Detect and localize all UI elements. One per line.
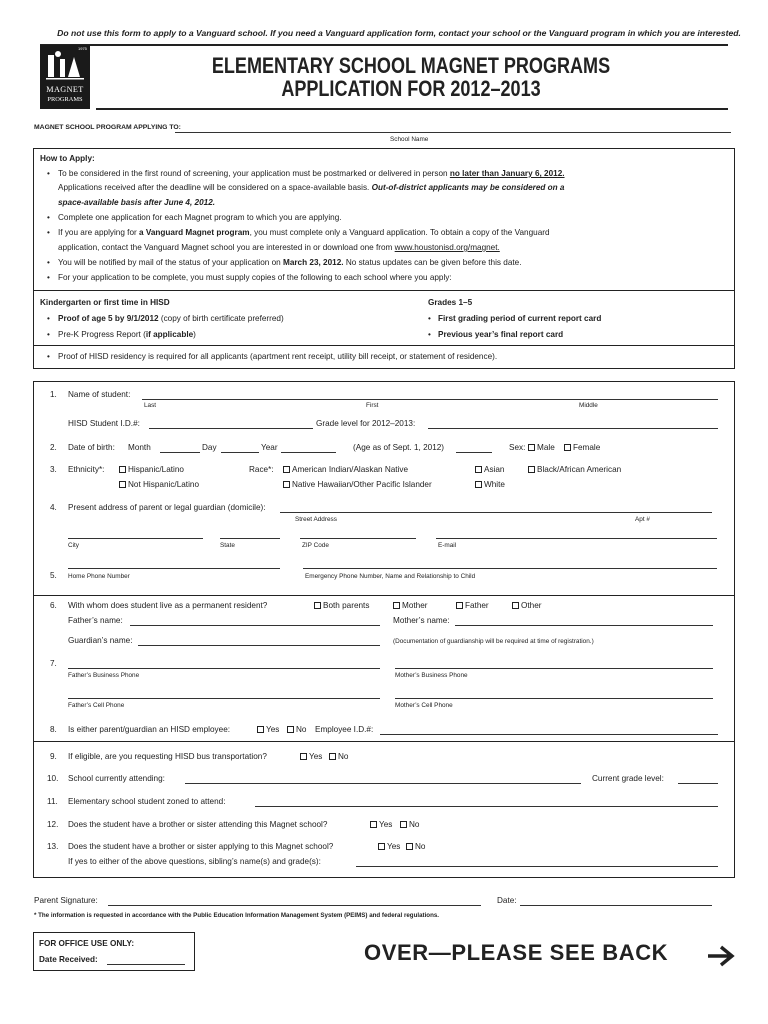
how-bullet-1: To be considered in the first round of screening, your application must be postmarked or delivered in person no later than January 6, 2012.	[58, 169, 565, 178]
current-school-label: School currently attending:	[68, 774, 165, 783]
student-id-label: HISD Student I.D.#:	[68, 419, 140, 428]
student-name-label: Name of student:	[68, 390, 131, 399]
q3-number: 3.	[50, 465, 57, 474]
not-hispanic-checkbox[interactable]	[119, 481, 126, 488]
guardian-note: (Documentation of guardianship will be required at time of registration.)	[393, 638, 594, 645]
bullet: •	[47, 330, 50, 339]
employee-yes-option[interactable]: Yes	[257, 725, 279, 735]
white-checkbox[interactable]	[475, 481, 482, 488]
zoned-school-label: Elementary school student zoned to attend:	[68, 797, 226, 806]
ethnicity-hispanic-option[interactable]: Hispanic/Latino	[119, 465, 184, 475]
kinder-item-2: Pre-K Progress Report (if applicable)	[58, 330, 196, 339]
age-input[interactable]	[456, 452, 492, 453]
q9-number: 9.	[50, 752, 57, 761]
kinder-item-1: Proof of age 5 by 9/1/2012 (copy of birth certificate preferred)	[58, 314, 284, 323]
mother-business-phone-input[interactable]	[395, 668, 713, 669]
sibling-attending-yes-checkbox[interactable]	[370, 821, 377, 828]
father-business-caption: Father’s Business Phone	[68, 672, 140, 679]
bullet: •	[47, 352, 50, 361]
hawaiian-checkbox[interactable]	[283, 481, 290, 488]
email-caption: E-mail	[438, 542, 457, 549]
street-address-input[interactable]	[280, 512, 712, 513]
q4-number: 4.	[50, 503, 57, 512]
amer-indian-checkbox[interactable]	[283, 466, 290, 473]
mother-checkbox[interactable]	[393, 602, 400, 609]
sex-female-option[interactable]: Female	[564, 443, 600, 453]
sibling-applying-no-option[interactable]: No	[406, 842, 425, 852]
employee-yes-checkbox[interactable]	[257, 726, 264, 733]
resident-question: With whom does student live as a permanent resident?	[68, 601, 268, 610]
bullet: •	[47, 169, 50, 178]
guardians-name-label: Guardian’s name:	[68, 636, 133, 645]
how-bullet-3: If you are applying for a Vanguard Magnet program, you must complete only a Vanguard application. To obtain a copy of the Vanguard	[58, 228, 550, 237]
emergency-caption: Emergency Phone Number, Name and Relationship to Child	[305, 573, 476, 580]
dob-year-input[interactable]	[281, 452, 336, 453]
peims-footnote: * The information is requested in accordance with the Public Education Information Management System (PEIMS) and federal regulations.	[34, 912, 440, 919]
mother-business-caption: Mother’s Business Phone	[395, 672, 468, 679]
bus-yes-checkbox[interactable]	[300, 753, 307, 760]
emergency-phone-input[interactable]	[303, 568, 717, 569]
race-white-option[interactable]: White	[475, 480, 505, 490]
how-bullet-4: You will be notified by mail of the status of your application on March 23, 2012. No status updates can be given before this date.	[58, 258, 522, 267]
resident-father-option[interactable]: Father	[456, 601, 489, 611]
sibling-applying-yes-checkbox[interactable]	[378, 843, 385, 850]
first-caption: First	[366, 402, 379, 409]
vanguard-download-link[interactable]: www.houstonisd.org/magnet.	[394, 243, 500, 252]
female-checkbox[interactable]	[564, 444, 571, 451]
father-cell-phone-input[interactable]	[68, 698, 380, 699]
q11-number: 11.	[47, 797, 58, 806]
zoned-school-input[interactable]	[255, 806, 718, 807]
state-caption: State	[220, 542, 235, 549]
sex-label: Sex:	[509, 443, 526, 452]
title-line-2: APPLICATION FOR 2012–2013	[281, 76, 541, 101]
bullet: •	[47, 213, 50, 222]
bullet: •	[428, 314, 431, 323]
sibling-applying-yes-option[interactable]: Yes	[378, 842, 400, 852]
date-received-input[interactable]	[107, 964, 185, 965]
divider	[34, 290, 734, 291]
parent-signature-input[interactable]	[108, 905, 481, 906]
student-name-input[interactable]	[142, 399, 718, 400]
employee-id-input[interactable]	[380, 734, 718, 735]
fathers-name-label: Father’s name:	[68, 616, 123, 625]
current-grade-input[interactable]	[678, 783, 718, 784]
q6-number: 6.	[50, 601, 57, 610]
top-rule	[40, 44, 728, 46]
apt-caption: Apt #	[635, 516, 650, 523]
date-received-label: Date Received:	[39, 955, 98, 964]
dob-day-input[interactable]	[221, 452, 259, 453]
grade-level-input[interactable]	[428, 428, 718, 429]
q8-number: 8.	[50, 725, 57, 734]
dob-month-input[interactable]	[160, 452, 200, 453]
bullet: •	[47, 228, 50, 237]
asian-checkbox[interactable]	[475, 466, 482, 473]
parent-signature-label: Parent Signature:	[34, 896, 98, 905]
middle-caption: Middle	[579, 402, 598, 409]
grade-level-label: Grade level for 2012–2013:	[316, 419, 416, 428]
how-bullet-3-line2: application, contact the Vanguard Magnet school you are interested in or download one from www.houstonisd.org/magnet.	[58, 243, 500, 252]
title-rule	[96, 108, 728, 110]
grades-heading: Grades 1–5	[428, 298, 473, 307]
father-business-phone-input[interactable]	[68, 668, 380, 669]
how-bullet-1-line2: Applications received after the deadline will be considered on a space-available basis. Out-of-district applicants may be considered on a	[58, 183, 565, 192]
sibling-attending-yes-option[interactable]: Yes	[370, 820, 392, 830]
fathers-name-input[interactable]	[130, 625, 380, 626]
bullet: •	[47, 258, 50, 267]
street-caption: Street Address	[295, 516, 337, 523]
state-input[interactable]	[220, 538, 280, 539]
logo-text-programs: PROGRAMS	[47, 96, 83, 103]
hisd-employee-question: Is either parent/guardian an HISD employee:	[68, 725, 231, 734]
grades-item-1: First grading period of current report card	[438, 314, 602, 323]
sibling-attending-question: Does the student have a brother or sister attending this Magnet school?	[68, 820, 328, 829]
employee-id-label: Employee I.D.#:	[315, 725, 374, 734]
city-caption: City	[68, 542, 80, 549]
race-hawaiian-option[interactable]: Native Hawaiian/Other Pacific Islander	[283, 480, 432, 490]
employee-no-checkbox[interactable]	[287, 726, 294, 733]
program-label: MAGNET SCHOOL PROGRAM APPLYING TO:	[34, 124, 181, 131]
sibling-attending-no-option[interactable]: No	[400, 820, 419, 830]
resident-both-option[interactable]: Both parents	[314, 601, 369, 611]
how-bullet-1-line3: space-available basis after June 4, 2012.	[58, 198, 216, 207]
age-label: (Age as of Sept. 1, 2012)	[353, 443, 445, 452]
q10-number: 10.	[47, 774, 59, 783]
how-bullet-5: For your application to be complete, you must supply copies of the following to each school where you apply:	[58, 273, 452, 282]
divider	[34, 741, 734, 742]
mother-cell-caption: Mother’s Cell Phone	[395, 702, 453, 709]
sibling-applying-no-checkbox[interactable]	[406, 843, 413, 850]
q13-number: 13.	[47, 842, 59, 851]
sibling-names-label: If yes to either of the above questions, sibling’s name(s) and grade(s):	[68, 857, 321, 866]
both-parents-checkbox[interactable]	[314, 602, 321, 609]
address-label: Present address of parent or legal guardian (domicile):	[68, 503, 266, 512]
over-please-see-back: OVER—PLEASE SEE BACK	[364, 940, 669, 965]
how-to-apply-heading: How to Apply:	[40, 154, 95, 163]
q1-number: 1.	[50, 390, 57, 399]
current-grade-label: Current grade level:	[592, 774, 664, 783]
father-cell-caption: Father’s Cell Phone	[68, 702, 125, 709]
bullet: •	[47, 314, 50, 323]
q5-number: 5.	[50, 571, 57, 580]
bus-question: If eligible, are you requesting HISD bus transportation?	[68, 752, 267, 761]
bullet: •	[47, 273, 50, 282]
day-label: Day	[202, 443, 217, 452]
resident-other-option[interactable]: Other	[512, 601, 541, 611]
email-input[interactable]	[436, 538, 717, 539]
school-name-caption: School Name	[390, 136, 429, 143]
hispanic-checkbox[interactable]	[119, 466, 126, 473]
ethnicity-label: Ethnicity*:	[68, 465, 105, 474]
date-input[interactable]	[520, 905, 712, 906]
last-caption: Last	[144, 402, 157, 409]
date-label: Date:	[497, 896, 517, 905]
year-label: Year	[261, 443, 278, 452]
father-checkbox[interactable]	[456, 602, 463, 609]
title-line-1: ELEMENTARY SCHOOL MAGNET PROGRAMS	[211, 53, 611, 78]
office-use-box	[33, 932, 195, 971]
q2-number: 2.	[50, 443, 57, 452]
male-checkbox[interactable]	[528, 444, 535, 451]
kinder-heading: Kindergarten or first time in HISD	[40, 298, 170, 307]
mother-cell-phone-input[interactable]	[395, 698, 713, 699]
race-black-option[interactable]: Black/African American	[528, 465, 621, 475]
ethnicity-not-hispanic-option[interactable]: Not Hispanic/Latino	[119, 480, 199, 490]
employee-no-option[interactable]: No	[287, 725, 306, 735]
mothers-name-label: Mother’s name:	[393, 616, 450, 625]
q7-number: 7.	[50, 659, 57, 668]
other-checkbox[interactable]	[512, 602, 519, 609]
bus-yes-option[interactable]: Yes	[300, 752, 322, 762]
race-label: Race*:	[249, 465, 274, 474]
race-amer-indian-option[interactable]: American Indian/Alaskan Native	[283, 465, 408, 475]
home-phone-input[interactable]	[68, 568, 280, 569]
student-id-input[interactable]	[149, 428, 313, 429]
office-use-title: FOR OFFICE USE ONLY:	[39, 939, 135, 948]
bus-no-checkbox[interactable]	[329, 753, 336, 760]
top-notice: Do not use this form to apply to a Vanguard school. If you need a Vanguard application form, contact your school or the Vanguard program in which you are interested.	[57, 28, 741, 38]
logo-text-magnet: MAGNET	[46, 85, 84, 94]
guardians-name-input[interactable]	[138, 645, 380, 646]
home-phone-caption: Home Phone Number	[68, 573, 130, 580]
bus-no-option[interactable]: No	[329, 752, 348, 762]
dob-label: Date of birth:	[68, 443, 115, 452]
sibling-names-input[interactable]	[356, 866, 718, 867]
how-bullet-2: Complete one application for each Magnet program to which you are applying.	[58, 213, 342, 222]
current-school-input[interactable]	[185, 783, 581, 784]
divider	[34, 595, 734, 596]
city-input[interactable]	[68, 538, 203, 539]
sex-male-option[interactable]: Male	[528, 443, 555, 453]
sibling-attending-no-checkbox[interactable]	[400, 821, 407, 828]
zip-input[interactable]	[300, 538, 416, 539]
grades-item-2: Previous year’s final report card	[438, 330, 564, 339]
zip-caption: ZIP Code	[302, 542, 329, 549]
program-input[interactable]	[175, 132, 731, 133]
magnet-logo	[40, 45, 90, 109]
logo-year: 1975	[78, 46, 87, 51]
arrow-right-icon	[706, 944, 736, 968]
sibling-applying-question: Does the student have a brother or sister applying to this Magnet school?	[68, 842, 334, 851]
resident-mother-option[interactable]: Mother	[393, 601, 427, 611]
residency-note: Proof of HISD residency is required for all applicants (apartment rent receipt, utility bill receipt, or statement of residence).	[58, 352, 498, 361]
divider	[34, 345, 734, 346]
q12-number: 12.	[47, 820, 59, 829]
black-checkbox[interactable]	[528, 466, 535, 473]
month-label: Month	[128, 443, 151, 452]
mothers-name-input[interactable]	[455, 625, 713, 626]
bullet: •	[428, 330, 431, 339]
race-asian-option[interactable]: Asian	[475, 465, 504, 475]
